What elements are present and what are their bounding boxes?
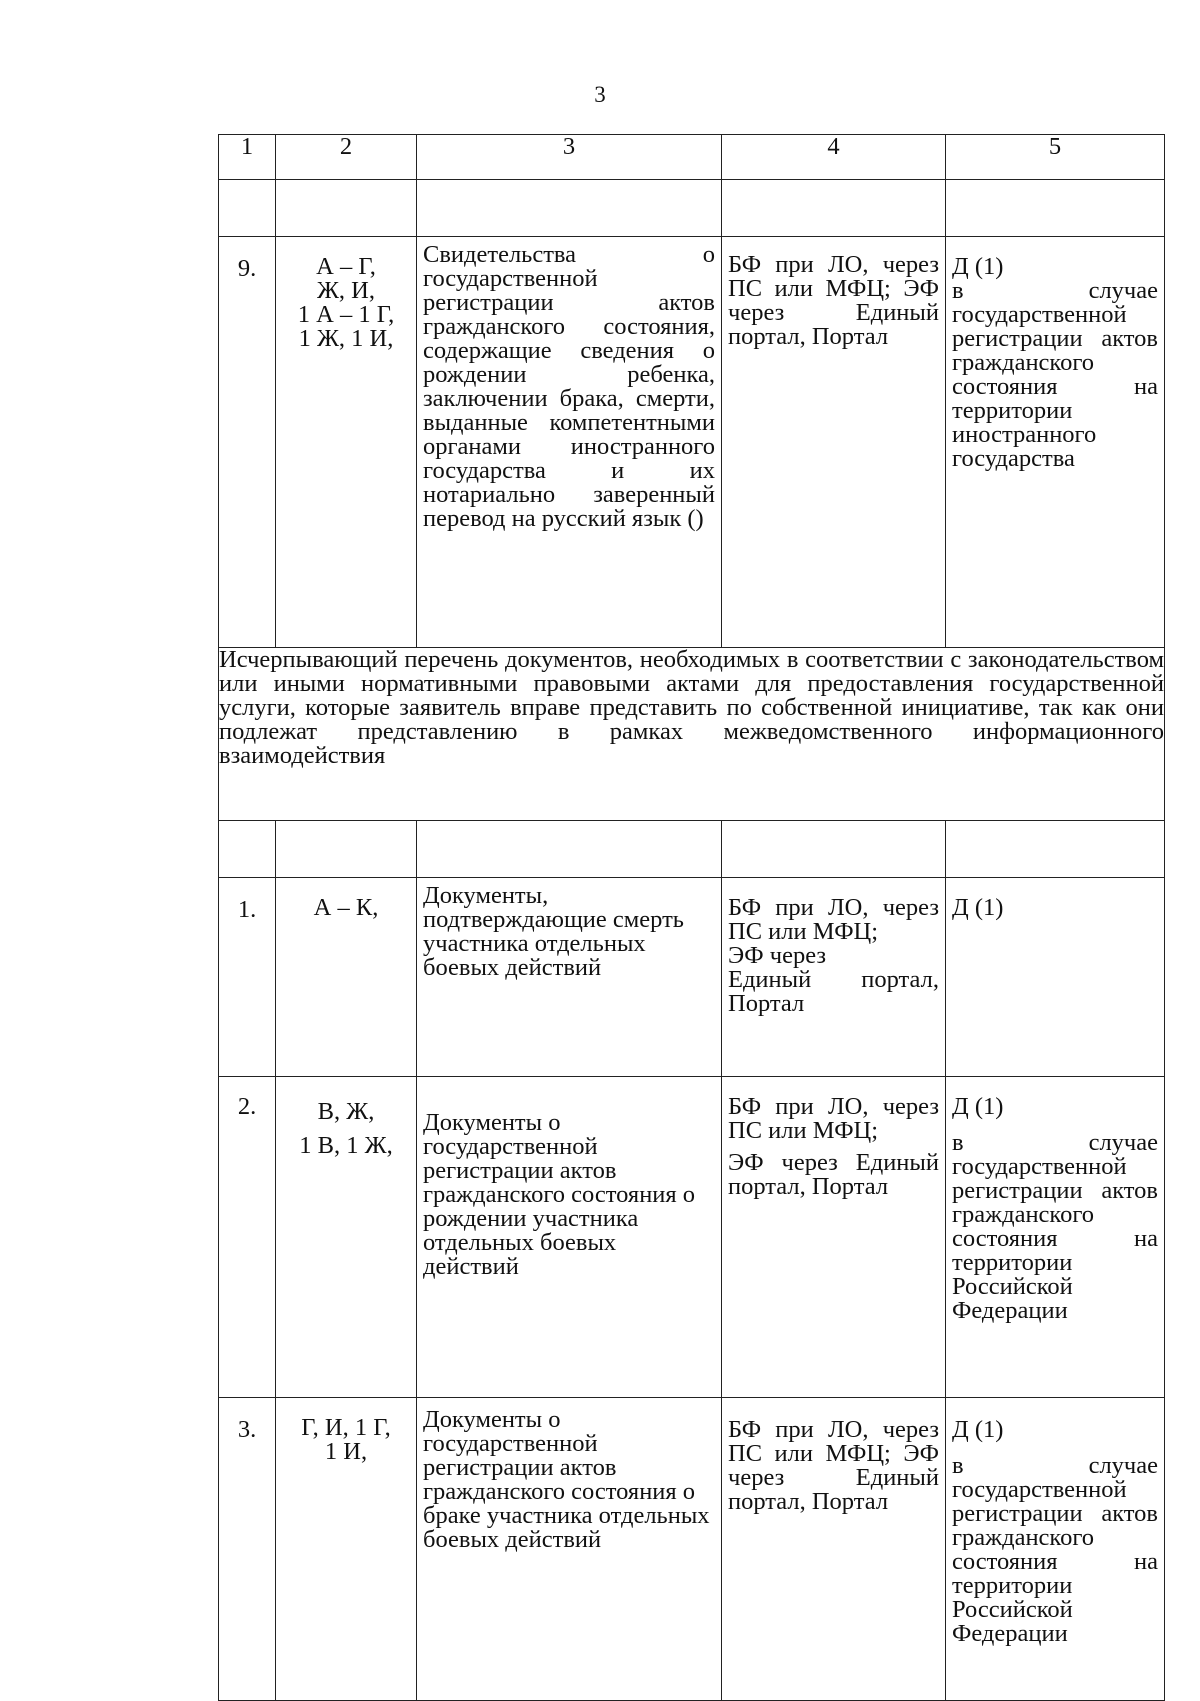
row-document: Документы о государственной регистрации актов гражданского состояния о браке участника отдельных боевых действий — [417, 1398, 722, 1701]
table-blank-row — [219, 821, 1165, 878]
table-header-row — [219, 135, 1165, 180]
row-submission-method: БФ при ЛО, через ПС или МФЦ; ЭФ через Единый портал, Портал — [722, 1398, 946, 1701]
section-heading-row — [219, 648, 1165, 821]
row-number: 9. — [219, 237, 276, 648]
row-number: 1. — [219, 878, 276, 1077]
row-submission-method: БФ при ЛО, через ПС или МФЦ; ЭФ через Единый портал, Портал — [722, 878, 946, 1077]
header-cell-2: 2 — [276, 135, 417, 180]
row-document: Свидетельства о государственной регистрации актов гражданского состояния, содержащие сведения о рождении ребенка, заключении брака, смерти, выданные компетентными органами иностранного государства и их нотариально заверенный перевод на русский язык () — [417, 237, 722, 648]
header-cell-5: 5 — [946, 135, 1165, 180]
table-row — [219, 1077, 1165, 1398]
row-document: Документы, подтверждающие смерть участника отдельных боевых действий — [417, 878, 722, 1077]
row-number: 3. — [219, 1398, 276, 1701]
row-document: Документы о государственной регистрации актов гражданского состояния о рождении участника отдельных боевых действий — [417, 1077, 722, 1398]
row-number: 2. — [219, 1077, 276, 1398]
row-submission-method: БФ при ЛО, через ПС или МФЦ; ЭФ через Единый портал, Портал — [722, 1077, 946, 1398]
header-cell-4: 4 — [722, 135, 946, 180]
row-condition: Д (1) в случае государственной регистрации актов гражданского состояния на территории Российской Федерации — [946, 1398, 1165, 1701]
row-condition: Д (1) — [946, 878, 1165, 1077]
table-row — [219, 878, 1165, 1077]
row-condition: Д (1) в случае государственной регистрации актов гражданского состояния на территории Российской Федерации — [946, 1077, 1165, 1398]
row-submission-method: БФ при ЛО, через ПС или МФЦ; ЭФ через Единый портал, Портал — [722, 237, 946, 648]
header-cell-1: 1 — [219, 135, 276, 180]
table-row — [219, 1398, 1165, 1701]
table-row — [219, 237, 1165, 648]
row-codes: Г, И, 1 Г, 1 И, — [276, 1398, 417, 1701]
row-codes: А – К, — [276, 878, 417, 1077]
row-condition: Д (1) в случае государственной регистрации актов гражданского состояния на территории иностранного государства — [946, 237, 1165, 648]
row-codes: В, Ж, 1 В, 1 Ж, — [276, 1077, 417, 1398]
page-number: 3 — [594, 82, 606, 107]
row-codes: А – Г, Ж, И, 1 А – 1 Г, 1 Ж, 1 И, — [276, 237, 417, 648]
header-cell-3: 3 — [417, 135, 722, 180]
table-blank-row — [219, 180, 1165, 237]
services-documents-table — [218, 134, 1165, 1701]
section-heading: Исчерпывающий перечень документов, необходимых в соответствии с законодательством или иными нормативными правовыми актами для предоставления государственной услуги, которые заявитель вправе представить по собственной инициативе, так как они подлежат представлению в рамках межведомственного информационного взаимодействия — [219, 648, 1165, 821]
